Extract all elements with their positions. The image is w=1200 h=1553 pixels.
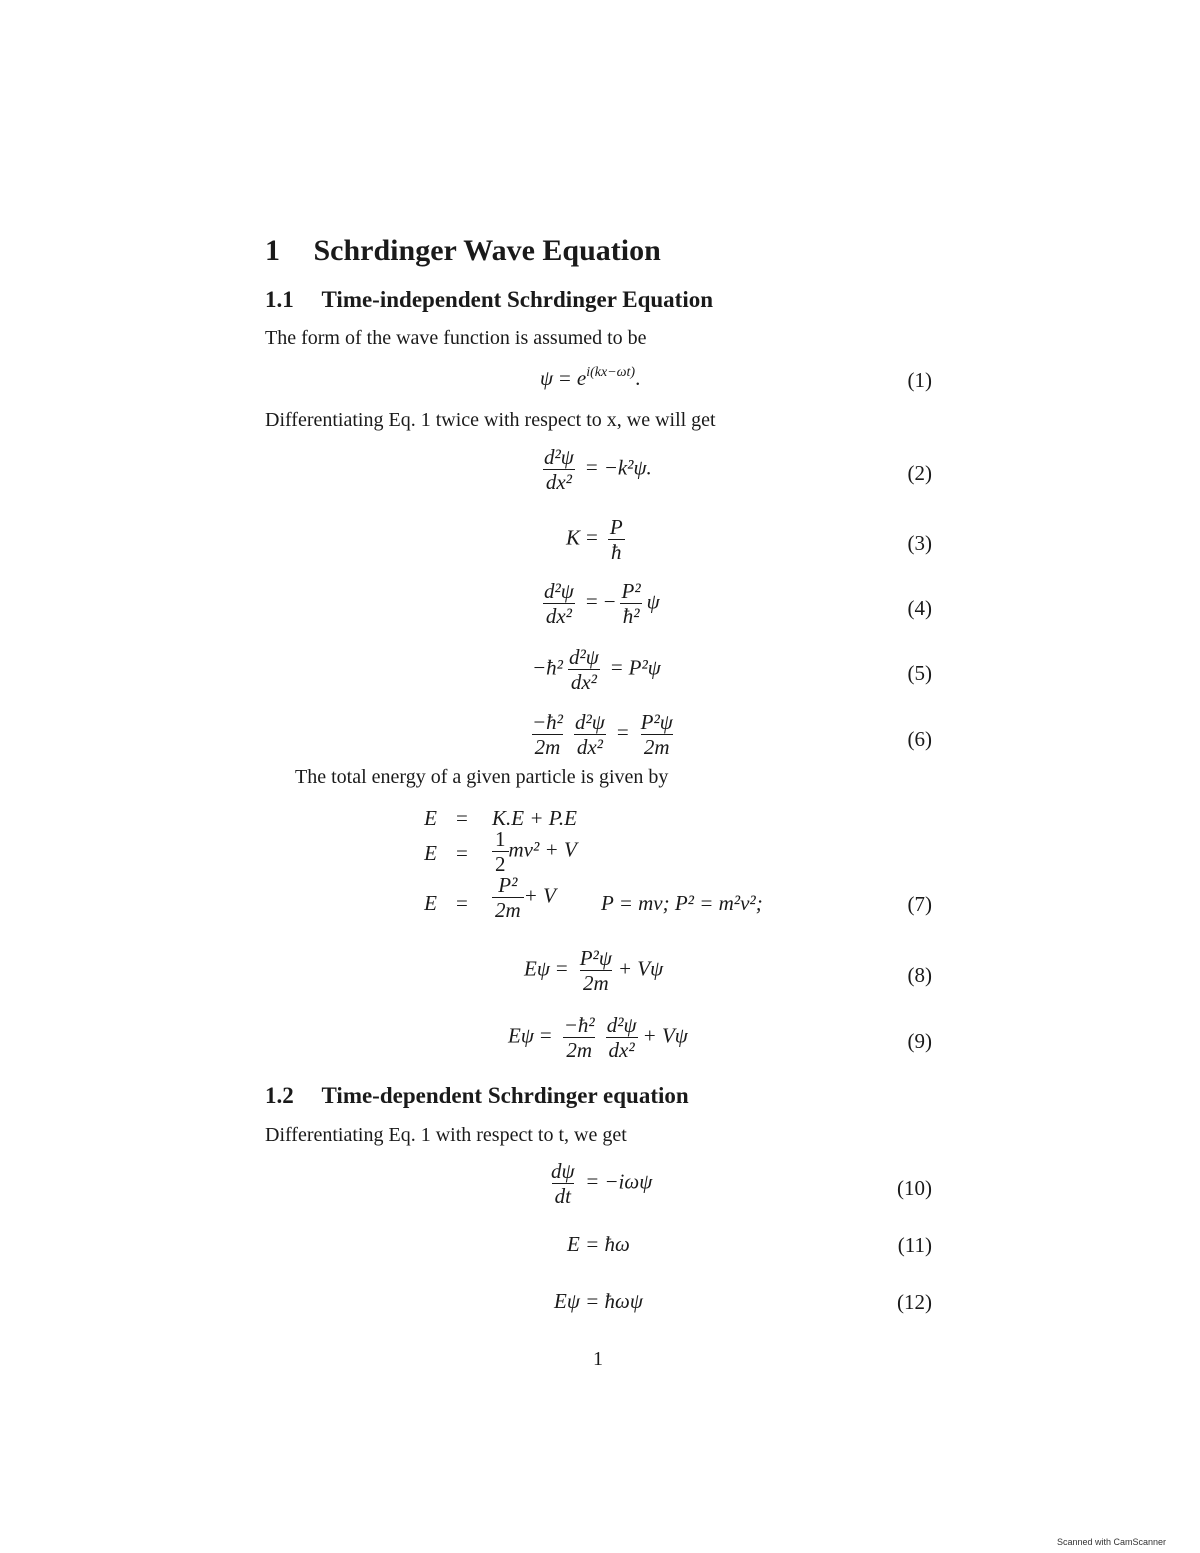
eq7-row3-note: P = mv; P² = m²v²;: [601, 891, 763, 915]
subsection-heading-1: [265, 287, 713, 313]
eq2-rhs: −k²ψ.: [603, 455, 652, 480]
eq5-rhs: P²ψ: [628, 655, 661, 680]
eq10-denominator: dt: [552, 1183, 574, 1207]
eq9-numerator-2: d²ψ: [606, 1013, 637, 1037]
eq7-row3-rhs: [492, 874, 556, 921]
eq7-row2-rest: mv² + V: [508, 837, 577, 862]
eq7-row1-equals: =: [456, 806, 468, 830]
eq5-denominator: dx²: [568, 669, 600, 693]
equation-number-7: (7): [907, 892, 932, 916]
eq5-numerator: d²ψ: [568, 645, 599, 669]
eq1-base: e: [576, 366, 587, 390]
equation-9: Eψ = $\frac{\text{−ħ²}}{2m}$ $\frac{\text{d²ψ}}{\text{dx²}}$ + Vψ: [508, 1013, 688, 1063]
eq3-denominator: ħ: [608, 539, 625, 563]
subsection-heading-2: [265, 1083, 689, 1109]
equation-1: $\psi = e^{i(kx-\omega t)}$.: [540, 365, 641, 390]
eq6-fraction-2: [572, 711, 608, 758]
eq6-numerator-1: −ħ²: [532, 710, 563, 734]
eq6-rhs-fraction: [638, 711, 676, 758]
section-number: 1: [265, 234, 280, 267]
eq4-lhs-denominator: dx²: [543, 603, 575, 627]
eq4-rhs-numerator: P²: [621, 579, 641, 603]
equation-number-6: (6): [907, 727, 932, 751]
page-number: 1: [593, 1348, 603, 1370]
paragraph-3: The total energy of a given particle is given by: [295, 766, 669, 788]
eq12-text: Eψ = ħωψ: [554, 1289, 643, 1313]
eq4-tail: ψ: [646, 589, 660, 614]
equation-number-2: (2): [907, 461, 932, 485]
eq3-numerator: P: [609, 515, 623, 539]
eq9-numerator-1: −ħ²: [563, 1013, 595, 1037]
section-title: Schrdinger Wave Equation: [313, 234, 661, 267]
eq7-row2-denominator: 2: [492, 851, 509, 875]
eq8-denominator: 2m: [580, 970, 612, 994]
eq7-row3-denominator: 2m: [492, 897, 524, 921]
eq7-row2-lhs: E: [424, 841, 437, 865]
eq7-row1-lhs: E: [424, 806, 437, 830]
eq6-denominator-1: 2m: [532, 734, 564, 758]
eq1-exponent: i(kx−ωt): [586, 365, 636, 380]
equation-number-12: (12): [897, 1290, 932, 1314]
equation-number-5: (5): [907, 661, 932, 685]
eq6-numerator-2: d²ψ: [574, 710, 605, 734]
equation-5: −ħ² $\frac{\text{d²ψ}}{\text{dx²}}$ = P²ψ: [532, 645, 661, 695]
equation-number-1: (1): [907, 368, 932, 392]
eq4-lhs-fraction: [541, 580, 577, 627]
eq7-row2-rhs: [492, 828, 577, 875]
equation-11: [567, 1232, 630, 1257]
subsection-number-2: 1.2: [265, 1083, 294, 1108]
eq7-row3-fraction: [492, 874, 524, 921]
eq6-rhs-numerator: P²ψ: [640, 710, 673, 734]
subsection-number-1: 1.1: [265, 287, 294, 312]
eq7-row2-fraction: [492, 828, 509, 875]
paragraph-4: Differentiating Eq. 1 with respect to t, we get: [265, 1124, 627, 1146]
eq9-lhs: Eψ: [508, 1023, 534, 1048]
paragraph-2: Differentiating Eq. 1 twice with respect to x, we will get: [265, 409, 716, 431]
eq9-fraction-2: [604, 1014, 640, 1061]
eq7-row3-rest: + V: [523, 883, 556, 908]
subsection-title-1: Time-independent Schrdinger Equation: [321, 287, 714, 312]
eq5-fraction: [566, 646, 602, 693]
eq7-row3-equals: =: [456, 891, 468, 915]
eq6-fraction-1: [529, 711, 566, 758]
equation-number-9: (9): [907, 1029, 932, 1053]
eq6-denominator-2: dx²: [574, 734, 606, 758]
equation-number-4: (4): [907, 596, 932, 620]
eq8-lhs: Eψ: [524, 956, 550, 981]
eq10-rhs: −iωψ: [604, 1169, 653, 1194]
eq9-fraction-1: [561, 1014, 598, 1061]
eq1-end: .: [635, 366, 641, 390]
scanner-watermark: Scanned with CamScanner: [1056, 1537, 1166, 1547]
eq8-fraction: [577, 947, 615, 994]
eq10-numerator: dψ: [551, 1159, 575, 1183]
eq11-text: E = ħω: [567, 1232, 630, 1256]
eq4-rhs-fraction: [619, 580, 644, 627]
eq9-denominator-2: dx²: [606, 1037, 638, 1061]
eq3-lhs: K: [566, 525, 581, 550]
paragraph-1: The form of the wave function is assumed to be: [265, 327, 647, 349]
eq5-prefactor: −ħ²: [532, 655, 563, 680]
eq2-fraction: [541, 446, 577, 493]
equation-10: $\frac{d\psi}{dt}$ = −iωψ: [545, 1160, 652, 1207]
eq7-row3-numerator: P²: [498, 873, 518, 897]
equation-number-11: (11): [897, 1233, 932, 1257]
eq7-row2-equals: =: [456, 841, 468, 865]
eq8-tail: + Vψ: [617, 956, 664, 981]
eq2-numerator: d²ψ: [544, 445, 574, 469]
eq7-row1-rhs: K.E + P.E: [492, 806, 577, 830]
equation-12: [554, 1289, 643, 1314]
equation-number-3: (3): [907, 531, 932, 555]
equation-8: Eψ = $\frac{\text{P²ψ}}{2m}$ + Vψ: [524, 946, 664, 996]
eq9-denominator-1: 2m: [563, 1037, 595, 1061]
eq2-denominator: dx²: [543, 469, 575, 493]
eq7-row2-numerator: 1: [495, 827, 506, 851]
equation-2: $\frac{\text{d²ψ}}{\text{dx²}}$ = −k²ψ.: [538, 446, 652, 493]
eq8-numerator: P²ψ: [579, 946, 612, 970]
eq7-row3-lhs: E: [424, 891, 437, 915]
section-heading: [265, 234, 661, 268]
eq10-fraction: [548, 1160, 578, 1207]
equation-3: K = $\frac{P}{ħ}$: [566, 516, 629, 563]
eq1-lhs: ψ: [540, 366, 554, 390]
eq6-rhs-denominator: 2m: [641, 734, 673, 758]
equation-number-8: (8): [907, 963, 932, 987]
eq4-rhs-denominator: ħ²: [620, 603, 643, 627]
equation-number-10: (10): [897, 1176, 932, 1200]
equation-4: $\frac{\text{d²ψ}}{\text{dx²}}$ = − $\frac{\text{P²}}{\text{ħ²}}$ ψ: [538, 580, 660, 627]
equation-6: $\frac{\text{−ħ²}}{2m}$ $\frac{\text{d²ψ}}{\text{dx²}}$ = $\frac{\text{P²ψ}}{2m}$: [526, 711, 679, 758]
eq3-fraction: [607, 516, 626, 563]
eq4-lhs-numerator: d²ψ: [544, 579, 574, 603]
subsection-title-2: Time-dependent Schrdinger equation: [321, 1083, 689, 1108]
eq9-tail: + Vψ: [642, 1023, 688, 1048]
